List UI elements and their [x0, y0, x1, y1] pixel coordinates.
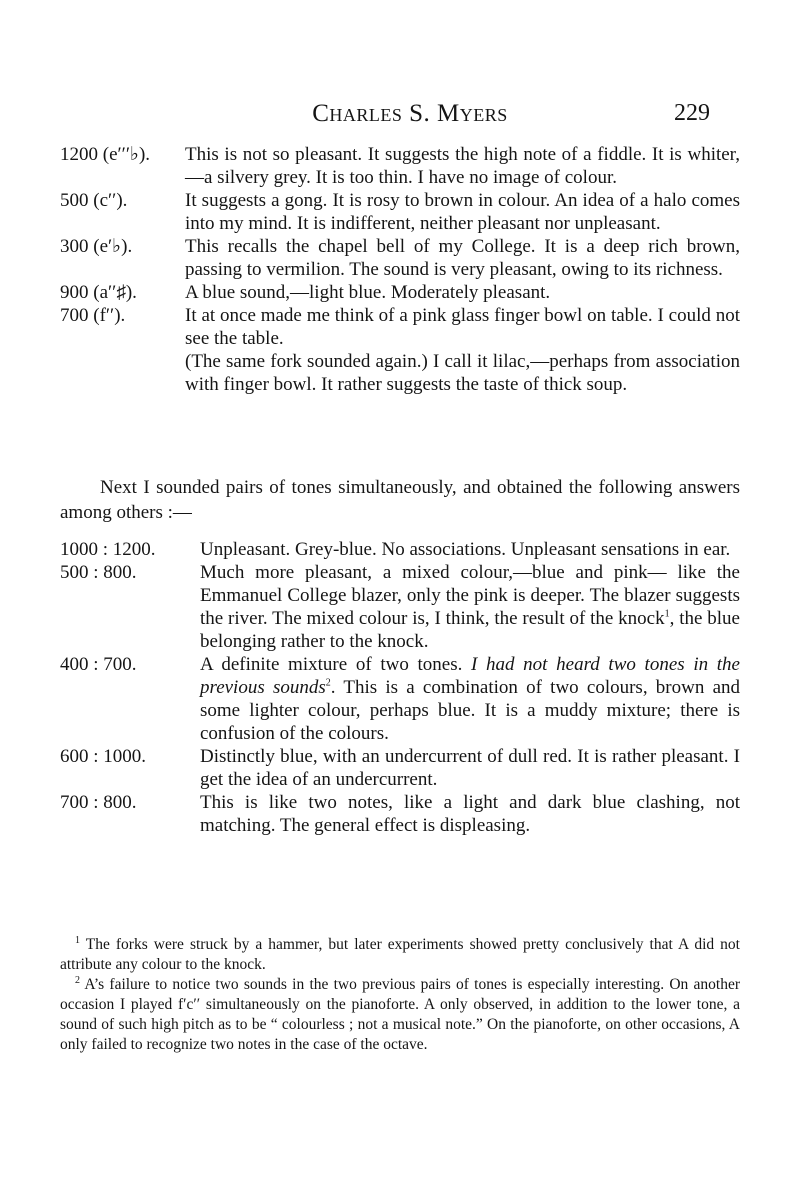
tone-entry [60, 189, 740, 235]
tone-label: 1200 (e′′′♭). [60, 144, 151, 165]
footnote-text: A’s failure to notice two sounds in the two previous pairs of tones is especially interesting. On another occasion I played f′c′′ simultaneously on the pianoforte. A only observed, in addition to the lower tone, a sound of such high pitch as to be “ colourless ; not a musical note.” On the pianoforte, on other occasions, A only failed to recognize two notes in the case of the octave. [60, 976, 740, 1053]
footnotes [60, 935, 740, 1055]
pair-description: Distinctly blue, with an undercurrent of dull red. It is rather pleasant. I get the idea of an undercurrent. [200, 746, 740, 790]
page-header [110, 100, 710, 134]
pair-entry [60, 791, 740, 837]
pair-entry [60, 538, 740, 561]
pair-label: 600 : 1000. [60, 746, 147, 767]
italic-remark: I had not heard two tones in the previous sounds [200, 654, 740, 698]
pair-description: Unpleasant. Grey-blue. No associations. Unpleasant sensations in ear. [200, 539, 731, 560]
footnote-ref: 2 [325, 677, 331, 689]
tone-description: This is not so pleasant. It suggests the high note of a fiddle. It is whiter,—a silvery grey. It is too thin. I have no image of colour. [185, 144, 740, 188]
tone-entry [60, 143, 740, 189]
footnote-number: 2 [75, 974, 80, 986]
tone-label: 500 (c′′). [60, 190, 128, 211]
running-title: Charles S. Myers [312, 100, 508, 127]
tone-label: 900 (a′′♯). [60, 282, 137, 303]
pair-label: 700 : 800. [60, 792, 137, 813]
single-tone-list [60, 143, 740, 396]
pair-text-before: A definite mixture of two tones. [200, 654, 472, 675]
pair-description [200, 653, 740, 745]
footnote-number: 1 [75, 934, 80, 946]
tone-pair-list [60, 538, 740, 837]
tone-description: It suggests a gong. It is rosy to brown in colour. An idea of a halo comes into my mind. It is indifferent, neither pleasant nor unpleasant. [185, 190, 740, 234]
footnote-ref: 1 [664, 608, 670, 620]
page-number: 229 [674, 100, 710, 126]
tone-entry [60, 304, 740, 350]
pair-label: 500 : 800. [60, 562, 137, 583]
pair-entry [60, 745, 740, 791]
tone-description: It at once made me think of a pink glass finger bowl on table. I could not see the table. [185, 305, 740, 349]
pair-description [200, 561, 740, 653]
tone-entry [60, 281, 740, 304]
footnote-text: The forks were struck by a hammer, but later experiments showed pretty conclusively that A did not attribute any colour to the knock. [60, 936, 740, 973]
pair-label: 1000 : 1200. [60, 539, 156, 560]
footnote [60, 935, 740, 975]
tone-label [60, 350, 185, 396]
pair-text-before: Much more pleasant, a mixed colour,—blue and pink— like the Emmanuel College blazer, only the pink is deeper. The blazer suggests the river. The mixed colour is, I think, the result of the knock [200, 562, 740, 629]
pair-text-after: . This is a combination of two colours, brown and some lighter colour, perhaps blue. It is a muddy mixture; there is confusion of the colours. [200, 677, 740, 744]
tone-entry [60, 350, 740, 396]
intro-paragraph: Next I sounded pairs of tones simultaneously, and obtained the following answers among others :— [60, 477, 740, 523]
tone-entry [60, 235, 740, 281]
footnote [60, 975, 740, 1055]
pair-text-after: , the blue belonging rather to the knock. [200, 608, 740, 652]
tone-description: A blue sound,—light blue. Moderately pleasant. [185, 282, 551, 303]
tone-label: 700 (f′′). [60, 305, 126, 326]
pair-label: 400 : 700. [60, 654, 137, 675]
pair-description: This is like two notes, like a light and dark blue clashing, not matching. The general effect is displeasing. [200, 792, 740, 836]
pair-entry [60, 653, 740, 745]
tone-description: (The same fork sounded again.) I call it lilac,—perhaps from association with finger bowl. It rather suggests the taste of thick soup. [185, 351, 740, 395]
tone-label: 300 (e′♭). [60, 236, 133, 257]
tone-description: This recalls the chapel bell of my College. It is a deep rich brown, passing to vermilion. The sound is very pleasant, owing to its richness. [185, 236, 740, 280]
pair-entry [60, 561, 740, 653]
